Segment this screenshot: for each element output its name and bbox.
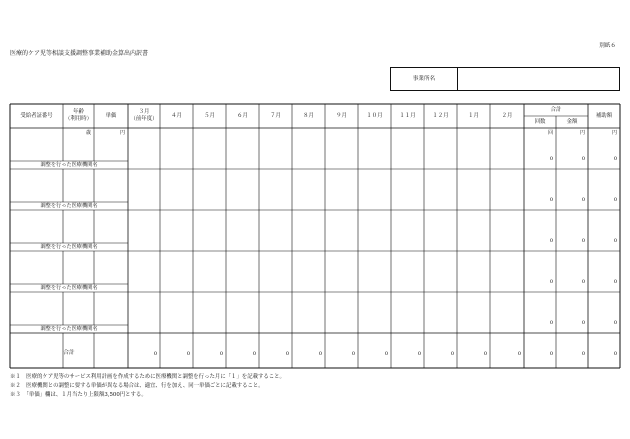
- total-value-1: 0: [186, 351, 190, 357]
- header-month-9: １２月: [432, 112, 449, 119]
- row-sub-label: 調整を行った医療機関名: [40, 285, 98, 291]
- total-value-11: 0: [517, 351, 521, 357]
- row-subsidy-value: 0: [613, 279, 617, 285]
- total-value-10: 0: [483, 351, 487, 357]
- total-value-12: 0: [549, 351, 553, 357]
- unit-yen-total: 円: [579, 130, 585, 136]
- row-amount-value: 0: [581, 320, 585, 326]
- row-subsidy-value: 0: [613, 238, 617, 244]
- row-sub-label: 調整を行った医療機関名: [40, 203, 98, 209]
- header-month-0: ３月 （前年度）: [130, 109, 158, 122]
- total-value-9: 0: [450, 351, 454, 357]
- total-value-7: 0: [384, 351, 388, 357]
- note-2: ※２ 医療機関との調整に要する単価が異なる場合は、適宜、行を加え、同一単価ごとに記載すること。: [10, 383, 264, 389]
- row-sub-label: 調整を行った医療機関名: [40, 162, 98, 168]
- form-number: 別紙６: [599, 43, 616, 49]
- total-value-0: 0: [153, 351, 157, 357]
- total-row-label: 合計: [63, 350, 75, 356]
- header-month-1: ４月: [171, 112, 182, 119]
- row-amount-value: 0: [581, 197, 585, 203]
- row-count-value: 0: [549, 279, 553, 285]
- total-value-2: 0: [219, 351, 223, 357]
- row-count-value: 0: [549, 238, 553, 244]
- row-amount-value: 0: [581, 279, 585, 285]
- unit-age: 歳: [85, 130, 91, 136]
- note-1: ※１ 医療的ケア児等のサービス利用計画を作成するために医療機関と調整を行った月に「１」を記載すること。: [10, 374, 285, 380]
- header-month-8: １１月: [399, 112, 416, 119]
- header-recipient-no: 受給者証番号: [20, 112, 53, 119]
- unit-yen: 円: [119, 130, 125, 136]
- total-value-13: 0: [581, 351, 585, 357]
- header-month-11: ２月: [501, 112, 513, 119]
- row-amount-value: 0: [581, 238, 585, 244]
- note-3: ※３ 「単価」欄は、１月当たり上限額3,500円とする。: [10, 392, 147, 398]
- total-value-3: 0: [252, 351, 256, 357]
- row-count-value: 0: [549, 320, 553, 326]
- total-value-8: 0: [417, 351, 421, 357]
- header-month-6: ９月: [336, 112, 347, 119]
- header-total-amount: 金額: [566, 118, 578, 125]
- row-count-value: 0: [549, 197, 553, 203]
- header-unit-price: 単価: [105, 112, 117, 119]
- header-month-4: ７月: [270, 112, 281, 119]
- total-value-14: 0: [613, 351, 617, 357]
- office-name-label: 事業所名: [391, 68, 458, 90]
- row-subsidy-value: 0: [613, 156, 617, 162]
- row-sub-label: 調整を行った医療機関名: [40, 326, 98, 332]
- total-value-6: 0: [351, 351, 355, 357]
- header-total-count: 回数: [534, 118, 546, 125]
- page-title: 医療的ケア児等相談支援調整事業補助金算出内訳書: [10, 50, 149, 57]
- header-subsidy: 補助額: [595, 112, 613, 119]
- row-subsidy-value: 0: [613, 197, 617, 203]
- row-sub-label: 調整を行った医療機関名: [40, 244, 98, 250]
- unit-yen-subsidy: 円: [611, 130, 617, 136]
- row-amount-value: 0: [581, 156, 585, 162]
- header-month-7: １０月: [366, 112, 383, 119]
- header-total: 合計: [550, 106, 562, 113]
- row-subsidy-value: 0: [613, 320, 617, 326]
- total-value-4: 0: [285, 351, 289, 357]
- unit-times: 回: [547, 130, 553, 136]
- total-value-5: 0: [318, 351, 322, 357]
- row-count-value: 0: [549, 156, 553, 162]
- header-month-3: ６月: [237, 112, 248, 119]
- header-month-10: １月: [468, 112, 479, 119]
- header-age: 年齢 （利用時）: [65, 109, 92, 122]
- header-month-5: ８月: [303, 112, 314, 119]
- header-month-2: ５月: [204, 112, 215, 119]
